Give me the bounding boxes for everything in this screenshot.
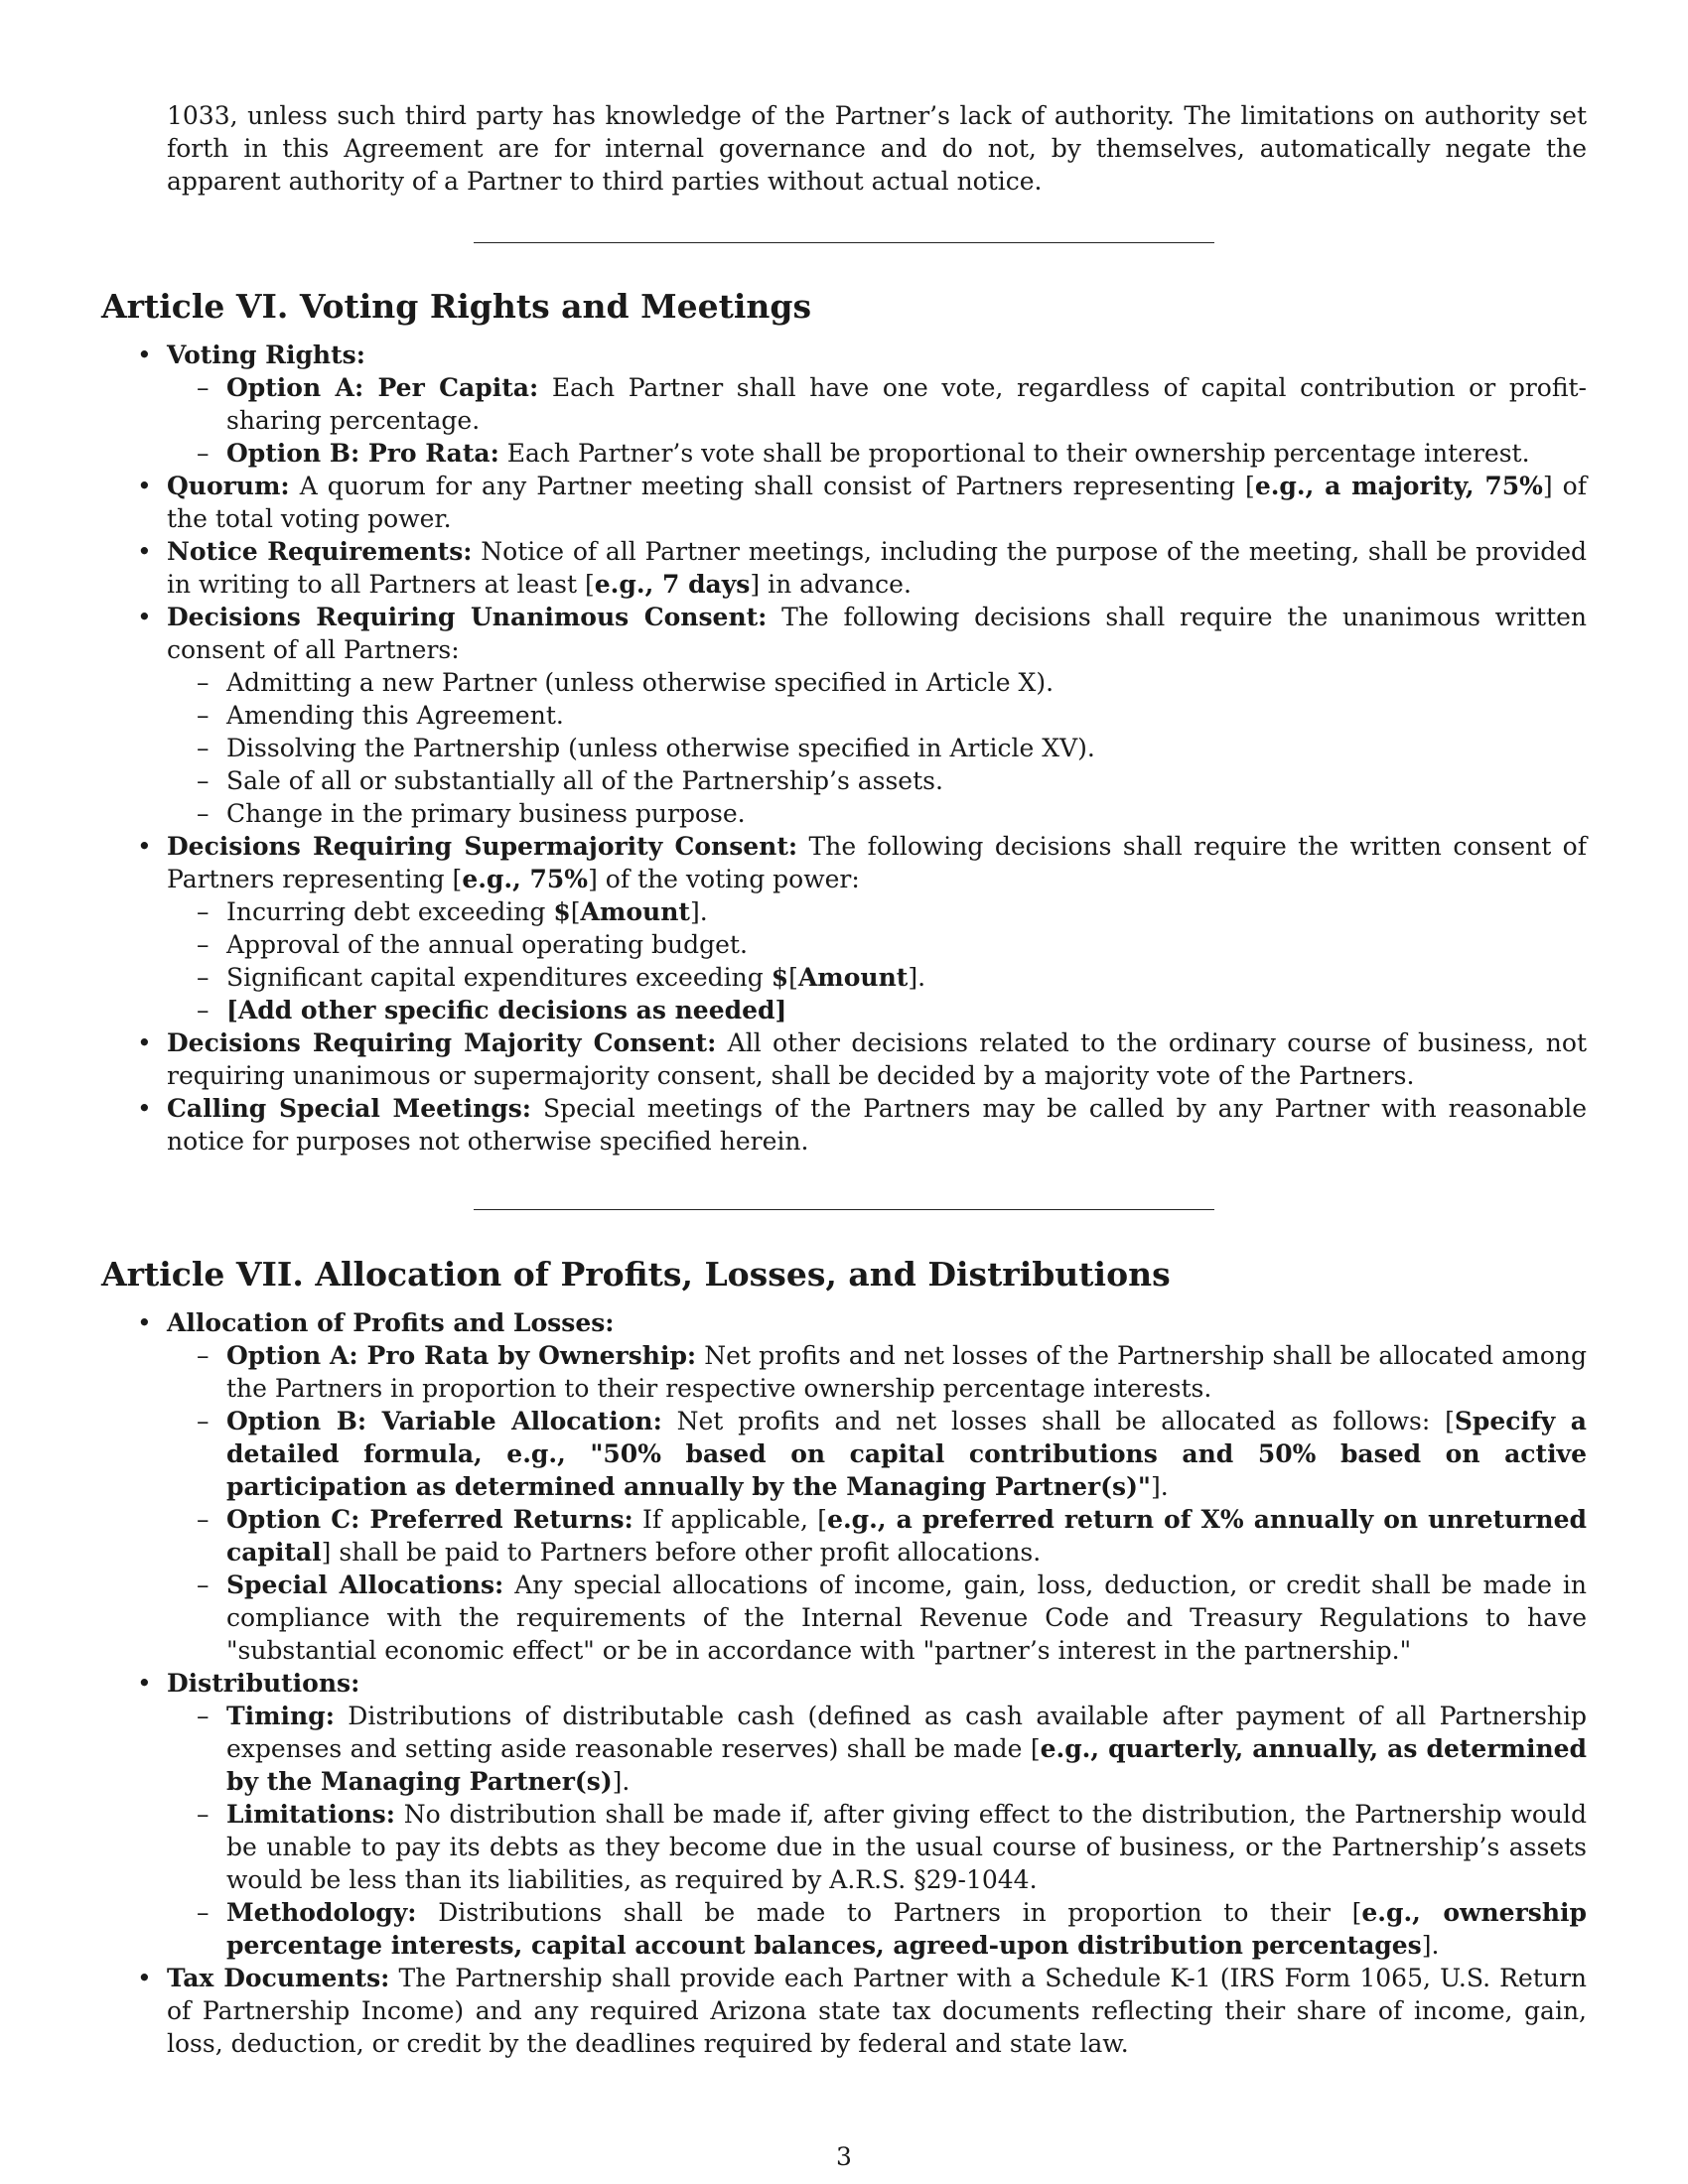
list-item: – Change in the primary business purpose. <box>226 797 1587 830</box>
bracket: [ <box>1351 1898 1362 1927</box>
list-item-limitations <box>226 1798 1587 1896</box>
article-vii-heading: Article VII. Allocation of Profits, Losses, and Distributions <box>101 1255 1171 1294</box>
page-number: 3 <box>836 2142 852 2171</box>
list-item-option-b <box>226 1405 1587 1503</box>
list-item <box>226 895 1587 928</box>
list-item <box>226 961 1587 994</box>
list-item-distributions <box>167 1667 1587 1962</box>
methodology-placeholder: e.g., ownership percentage interests, capital account balances, agreed-upon distribution percentages <box>226 1898 1587 1960</box>
option-c-placeholder: e.g., a preferred return of X% annually on unreturned capital <box>226 1505 1587 1567</box>
option-c-text: If applicable, <box>633 1505 818 1534</box>
unanimous-items-list <box>167 666 1587 830</box>
list-item-timing <box>226 1700 1587 1798</box>
amount-placeholder: Amount <box>580 897 690 926</box>
intro-text: 1033, unless such third party has knowledge of the Partner’s lack of authority. The limitations on authority set forth in this Agreement are for internal governance and do not, by themselves, automatically negate the apparent authority of a Partner to third parties without actual notice. <box>167 101 1587 196</box>
bracket: ]. <box>612 1767 631 1796</box>
period: . <box>917 963 926 992</box>
list-item: – Admitting a new Partner (unless otherwise specified in Article X). <box>226 666 1587 699</box>
bracket: ] <box>588 865 598 893</box>
timing-label: Timing: <box>226 1702 335 1730</box>
list-item-special-allocations <box>226 1569 1587 1667</box>
distributions-list <box>167 1700 1587 1962</box>
notice-text-end: in advance. <box>760 570 912 599</box>
bracket: [ <box>570 897 581 926</box>
list-item-tax-documents <box>167 1962 1587 2060</box>
bracket: [ <box>788 963 798 992</box>
methodology-label: Methodology: <box>226 1898 417 1927</box>
distributions-label: Distributions: <box>167 1669 360 1698</box>
list-item-notice <box>167 535 1587 601</box>
option-b-text: Each Partner’s vote shall be proportional to their ownership percentage interest. <box>498 439 1530 468</box>
special-meetings-label: Calling Special Meetings: <box>167 1094 532 1123</box>
list-item-option-b <box>226 437 1587 470</box>
option-a-label: Option A: Per Capita: <box>226 373 539 402</box>
item-text: Significant capital expenditures exceeding <box>226 963 772 992</box>
option-b-label: Option B: Pro Rata: <box>226 439 499 468</box>
timing-placeholder: e.g., quarterly, annually, as determined by the Managing Partner(s) <box>226 1734 1588 1796</box>
bracket: ] <box>321 1538 332 1567</box>
bracket: [ <box>1030 1734 1041 1763</box>
unanimous-text: The following decisions shall require the unanimous written consent of all Partners: <box>167 603 1588 664</box>
list-item-option-a <box>226 371 1587 437</box>
bracket: ] <box>1542 472 1553 500</box>
allocation-options-list <box>167 1339 1587 1667</box>
supermajority-placeholder: e.g., 75% <box>462 865 589 893</box>
special-meetings-text: Special meetings of the Partners may be called by any Partner with reasonable notice for purposes not otherwise specified herein. <box>167 1094 1588 1156</box>
timing-text: Distributions of distributable cash (defined as cash available after payment of all Partnership expenses and setting aside reasonable reserves) shall be made <box>226 1702 1587 1763</box>
intro-paragraph <box>167 99 1587 198</box>
bracket: ]. <box>1421 1931 1440 1960</box>
list-item: – Approval of the annual operating budget. <box>226 928 1587 961</box>
voting-rights-label: Voting Rights: <box>167 341 365 369</box>
unanimous-label: Decisions Requiring Unanimous Consent: <box>167 603 768 631</box>
list-item-quorum <box>167 470 1587 535</box>
section-divider <box>474 1209 1214 1210</box>
list-item-methodology <box>226 1896 1587 1962</box>
list-item-supermajority <box>167 830 1587 1026</box>
dollar-sign: $ <box>771 963 789 992</box>
quorum-label: Quorum: <box>167 472 290 500</box>
allocation-label: Allocation of Profits and Losses: <box>167 1308 615 1337</box>
bracket: ] <box>908 963 918 992</box>
option-a-text: Net profits and net losses of the Partnership shall be allocated among the Partners in proportion to their respective ownership percentage interests. <box>226 1341 1587 1403</box>
supermajority-label: Decisions Requiring Supermajority Consent: <box>167 832 798 861</box>
option-c-text-end: shall be paid to Partners before other profit allocations. <box>331 1538 1042 1567</box>
article-vi-list <box>101 339 1587 1158</box>
option-b-formula-placeholder: Specify a detailed formula, e.g., "50% based on capital contributions and 50% based on active participation as determined annually by the Managing Partner(s)" <box>226 1407 1588 1501</box>
article-vi-heading: Article VI. Voting Rights and Meetings <box>101 287 812 326</box>
option-b-text: Net profits and net losses shall be allocated as follows: <box>661 1407 1446 1435</box>
special-allocations-label: Special Allocations: <box>226 1570 504 1599</box>
bracket: [ <box>1245 472 1255 500</box>
quorum-placeholder: e.g., a majority, 75% <box>1254 472 1543 500</box>
list-item-allocation <box>167 1306 1587 1667</box>
majority-text: All other decisions related to the ordinary course of business, not requiring unanimous or supermajority consent, shall be decided by a majority vote of the Partners. <box>167 1028 1587 1090</box>
list-item-special-meetings <box>167 1092 1587 1158</box>
tax-documents-text: The Partnership shall provide each Partner with a Schedule K-1 (IRS Form 1065, U.S. Return of Partnership Income) and any required Arizona state tax documents reflecting their share of income, gain, loss, deduction, or credit by the deadlines required by federal and state law. <box>167 1964 1587 2058</box>
bracket: [ <box>1445 1407 1455 1435</box>
supermajority-text: The following decisions shall require the written consent of Partners representing <box>167 832 1587 893</box>
bracket: [ <box>585 570 595 599</box>
limitations-label: Limitations: <box>226 1800 395 1829</box>
article-vii-list <box>101 1306 1587 2060</box>
notice-placeholder: e.g., 7 days <box>594 570 751 599</box>
bracket: [ <box>817 1505 828 1534</box>
article-vii <box>101 1253 1587 2060</box>
quorum-text-end: of the total voting power. <box>167 472 1587 533</box>
bracket: ]. <box>1150 1472 1169 1501</box>
list-item-unanimous <box>167 601 1587 830</box>
limitations-text: No distribution shall be made if, after giving effect to the distribution, the Partnership would be unable to pay its debts as they become due in the usual course of business, or the Partnership’s assets would be less than its liabilities, as required by A.R.S. §29-1044. <box>226 1800 1587 1894</box>
notice-text: Notice of all Partner meetings, including the purpose of the meeting, shall be provided in writing to all Partners at least <box>167 537 1587 599</box>
voting-options-list <box>167 371 1587 470</box>
option-c-label: Option C: Preferred Returns: <box>226 1505 633 1534</box>
quorum-text: A quorum for any Partner meeting shall consist of Partners representing <box>289 472 1246 500</box>
period: . <box>699 897 708 926</box>
methodology-text: Distributions shall be made to Partners in proportion to their <box>416 1898 1352 1927</box>
list-item-option-a <box>226 1339 1587 1405</box>
list-item: – Sale of all or substantially all of the Partnership’s assets. <box>226 764 1587 797</box>
item-text: Incurring debt exceeding <box>226 897 554 926</box>
majority-label: Decisions Requiring Majority Consent: <box>167 1028 717 1057</box>
add-decisions-placeholder: [Add other specific decisions as needed] <box>226 996 787 1024</box>
option-b-label: Option B: Variable Allocation: <box>226 1407 662 1435</box>
dollar-sign: $ <box>553 897 571 926</box>
list-item-option-c <box>226 1503 1587 1569</box>
list-item <box>226 994 1587 1026</box>
bracket: ] <box>750 570 761 599</box>
notice-label: Notice Requirements: <box>167 537 473 566</box>
tax-documents-label: Tax Documents: <box>167 1964 390 1992</box>
amount-placeholder: Amount <box>797 963 909 992</box>
section-divider <box>474 242 1214 243</box>
supermajority-items-list <box>167 895 1587 1026</box>
option-a-label: Option A: Pro Rata by Ownership: <box>226 1341 697 1370</box>
list-item: – Amending this Agreement. <box>226 699 1587 732</box>
special-allocations-text: Any special allocations of income, gain, loss, deduction, or credit shall be made in compliance with the requirements of the Internal Revenue Code and Treasury Regulations to have "substantial economic effect" or be in accordance with "partner’s interest in the partnership." <box>226 1570 1588 1665</box>
list-item-majority <box>167 1026 1587 1092</box>
article-vi <box>101 285 1587 1158</box>
list-item: – Dissolving the Partnership (unless otherwise specified in Article XV). <box>226 732 1587 764</box>
option-a-text: Each Partner shall have one vote, regardless of capital contribution or profit-sharing percentage. <box>226 373 1587 435</box>
bracket: [ <box>452 865 463 893</box>
bracket: ] <box>689 897 700 926</box>
supermajority-text-end: of the voting power: <box>597 865 860 893</box>
list-item-voting-rights <box>167 339 1587 470</box>
